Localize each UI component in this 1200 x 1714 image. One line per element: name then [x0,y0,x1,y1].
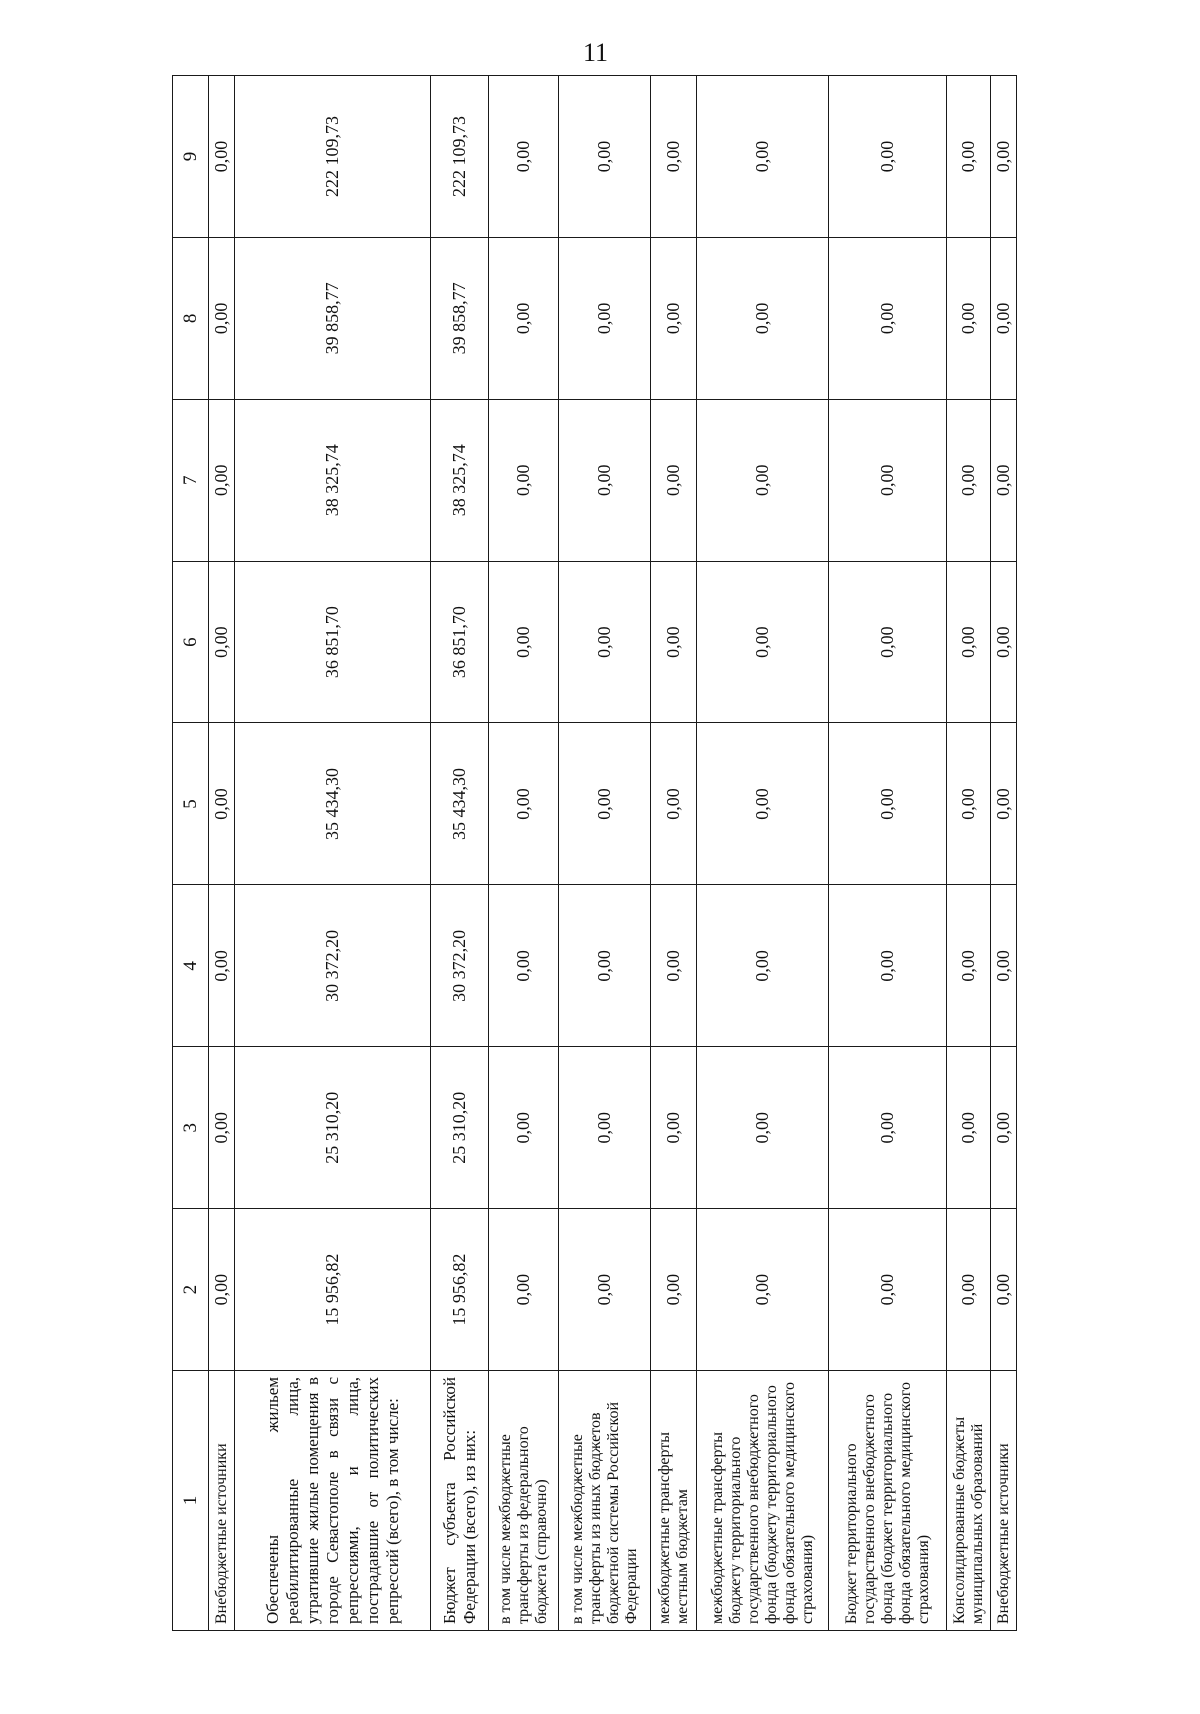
cell-value: 0,00 [651,237,697,399]
cell-value: 30 372,20 [235,885,431,1047]
cell-value: 0,00 [209,399,235,561]
column-header: 4 [173,885,209,1047]
cell-value: 0,00 [991,1209,1017,1371]
cell-value: 0,00 [651,399,697,561]
cell-value: 38 325,74 [431,399,489,561]
cell-value: 0,00 [947,561,991,723]
cell-value: 0,00 [559,723,651,885]
cell-value: 0,00 [991,237,1017,399]
cell-value: 0,00 [829,399,947,561]
cell-value: 0,00 [489,1209,559,1371]
cell-value: 0,00 [559,561,651,723]
cell-value: 0,00 [991,561,1017,723]
cell-value: 15 956,82 [431,1209,489,1371]
column-header: 6 [173,561,209,723]
cell-value: 0,00 [559,237,651,399]
rotated-table-container [172,76,1013,1631]
cell-value: 39 858,77 [431,237,489,399]
cell-value: 0,00 [947,399,991,561]
cell-value: 0,00 [489,1047,559,1209]
column-header: 8 [173,237,209,399]
cell-value: 0,00 [651,1047,697,1209]
row-label: в том числе межбюджетные трансферты из федерального бюджета (справочно) [489,1371,559,1631]
landscape-table-frame [172,76,1013,1631]
cell-value: 35 434,30 [235,723,431,885]
cell-value: 0,00 [651,885,697,1047]
cell-value: 0,00 [829,1047,947,1209]
cell-value: 0,00 [947,1047,991,1209]
cell-value: 0,00 [209,1047,235,1209]
cell-value: 36 851,70 [431,561,489,723]
row-label: в том числе межбюджетные трансферты из иных бюджетов бюджетной системы Российской Федерации [559,1371,651,1631]
cell-value: 0,00 [209,1209,235,1371]
row-label: Бюджет субъекта Российской Федерации (всего), из них: [431,1371,489,1631]
cell-value: 0,00 [559,885,651,1047]
funding-table [172,75,1017,1631]
column-header: 7 [173,399,209,561]
row-label: межбюджетные трансферты местным бюджетам [651,1371,697,1631]
column-header: 2 [173,1209,209,1371]
row-label: Бюджет территориального государственного внебюджетного фонда (бюджет территориального фонда обязательного медицинского страхования) [829,1371,947,1631]
cell-value: 0,00 [209,561,235,723]
cell-value: 0,00 [209,76,235,238]
cell-value: 0,00 [991,76,1017,238]
cell-value: 0,00 [559,76,651,238]
table-row [829,76,947,1631]
cell-value: 25 310,20 [235,1047,431,1209]
cell-value: 0,00 [559,399,651,561]
cell-value: 0,00 [651,76,697,238]
row-label: Внебюджетные источники [991,1371,1017,1631]
cell-value: 0,00 [829,76,947,238]
cell-value: 0,00 [209,237,235,399]
row-label: Обеспечены жильем реабилитированные лица, утратившие жилые помещения в городе Севастополе в связи с репрессиями, и лица, пострадавшие от политических репрессий (всего), в том числе: [235,1371,431,1631]
cell-value: 0,00 [991,1047,1017,1209]
cell-value: 0,00 [991,885,1017,1047]
cell-value: 0,00 [697,723,829,885]
row-label: Внебюджетные источники [209,1371,235,1631]
table-row [947,76,991,1631]
table-row [697,76,829,1631]
cell-value: 0,00 [209,885,235,1047]
cell-value: 0,00 [829,885,947,1047]
cell-value: 36 851,70 [235,561,431,723]
cell-value: 0,00 [489,723,559,885]
cell-value: 0,00 [559,1047,651,1209]
column-header: 9 [173,76,209,238]
row-label: Консолидированные бюджеты муниципальных образований [947,1371,991,1631]
table-row [489,76,559,1631]
cell-value: 35 434,30 [431,723,489,885]
table-header-row [173,76,209,1631]
column-header: 1 [173,1371,209,1631]
cell-value: 0,00 [947,723,991,885]
table-row [209,76,235,1631]
cell-value: 0,00 [991,723,1017,885]
cell-value: 222 109,73 [431,76,489,238]
table-row [235,76,431,1631]
cell-value: 0,00 [697,76,829,238]
cell-value: 0,00 [697,237,829,399]
page-number: 11 [583,38,609,67]
cell-value: 0,00 [697,399,829,561]
cell-value: 25 310,20 [431,1047,489,1209]
cell-value: 0,00 [697,885,829,1047]
cell-value: 30 372,20 [431,885,489,1047]
cell-value: 0,00 [489,885,559,1047]
cell-value: 0,00 [991,399,1017,561]
cell-value: 0,00 [651,1209,697,1371]
cell-value: 0,00 [651,723,697,885]
cell-value: 15 956,82 [235,1209,431,1371]
table-row [559,76,651,1631]
cell-value: 0,00 [209,723,235,885]
cell-value: 0,00 [489,76,559,238]
cell-value: 38 325,74 [235,399,431,561]
cell-value: 0,00 [697,1047,829,1209]
cell-value: 0,00 [947,1209,991,1371]
cell-value: 0,00 [947,885,991,1047]
cell-value: 0,00 [651,561,697,723]
cell-value: 0,00 [489,237,559,399]
cell-value: 0,00 [947,76,991,238]
cell-value: 0,00 [829,723,947,885]
row-label: межбюджетные трансферты бюджету территориального государственного внебюджетного фонда (бюджету территориального фонда обязательного медицинского страхования) [697,1371,829,1631]
column-header: 3 [173,1047,209,1209]
cell-value: 0,00 [829,237,947,399]
cell-value: 0,00 [489,561,559,723]
column-header: 5 [173,723,209,885]
cell-value: 0,00 [559,1209,651,1371]
table-row [431,76,489,1631]
cell-value: 0,00 [697,561,829,723]
cell-value: 0,00 [489,399,559,561]
cell-value: 39 858,77 [235,237,431,399]
table-row [651,76,697,1631]
cell-value: 0,00 [947,237,991,399]
cell-value: 0,00 [829,561,947,723]
table-row [991,76,1017,1631]
cell-value: 0,00 [697,1209,829,1371]
cell-value: 0,00 [829,1209,947,1371]
cell-value: 222 109,73 [235,76,431,238]
